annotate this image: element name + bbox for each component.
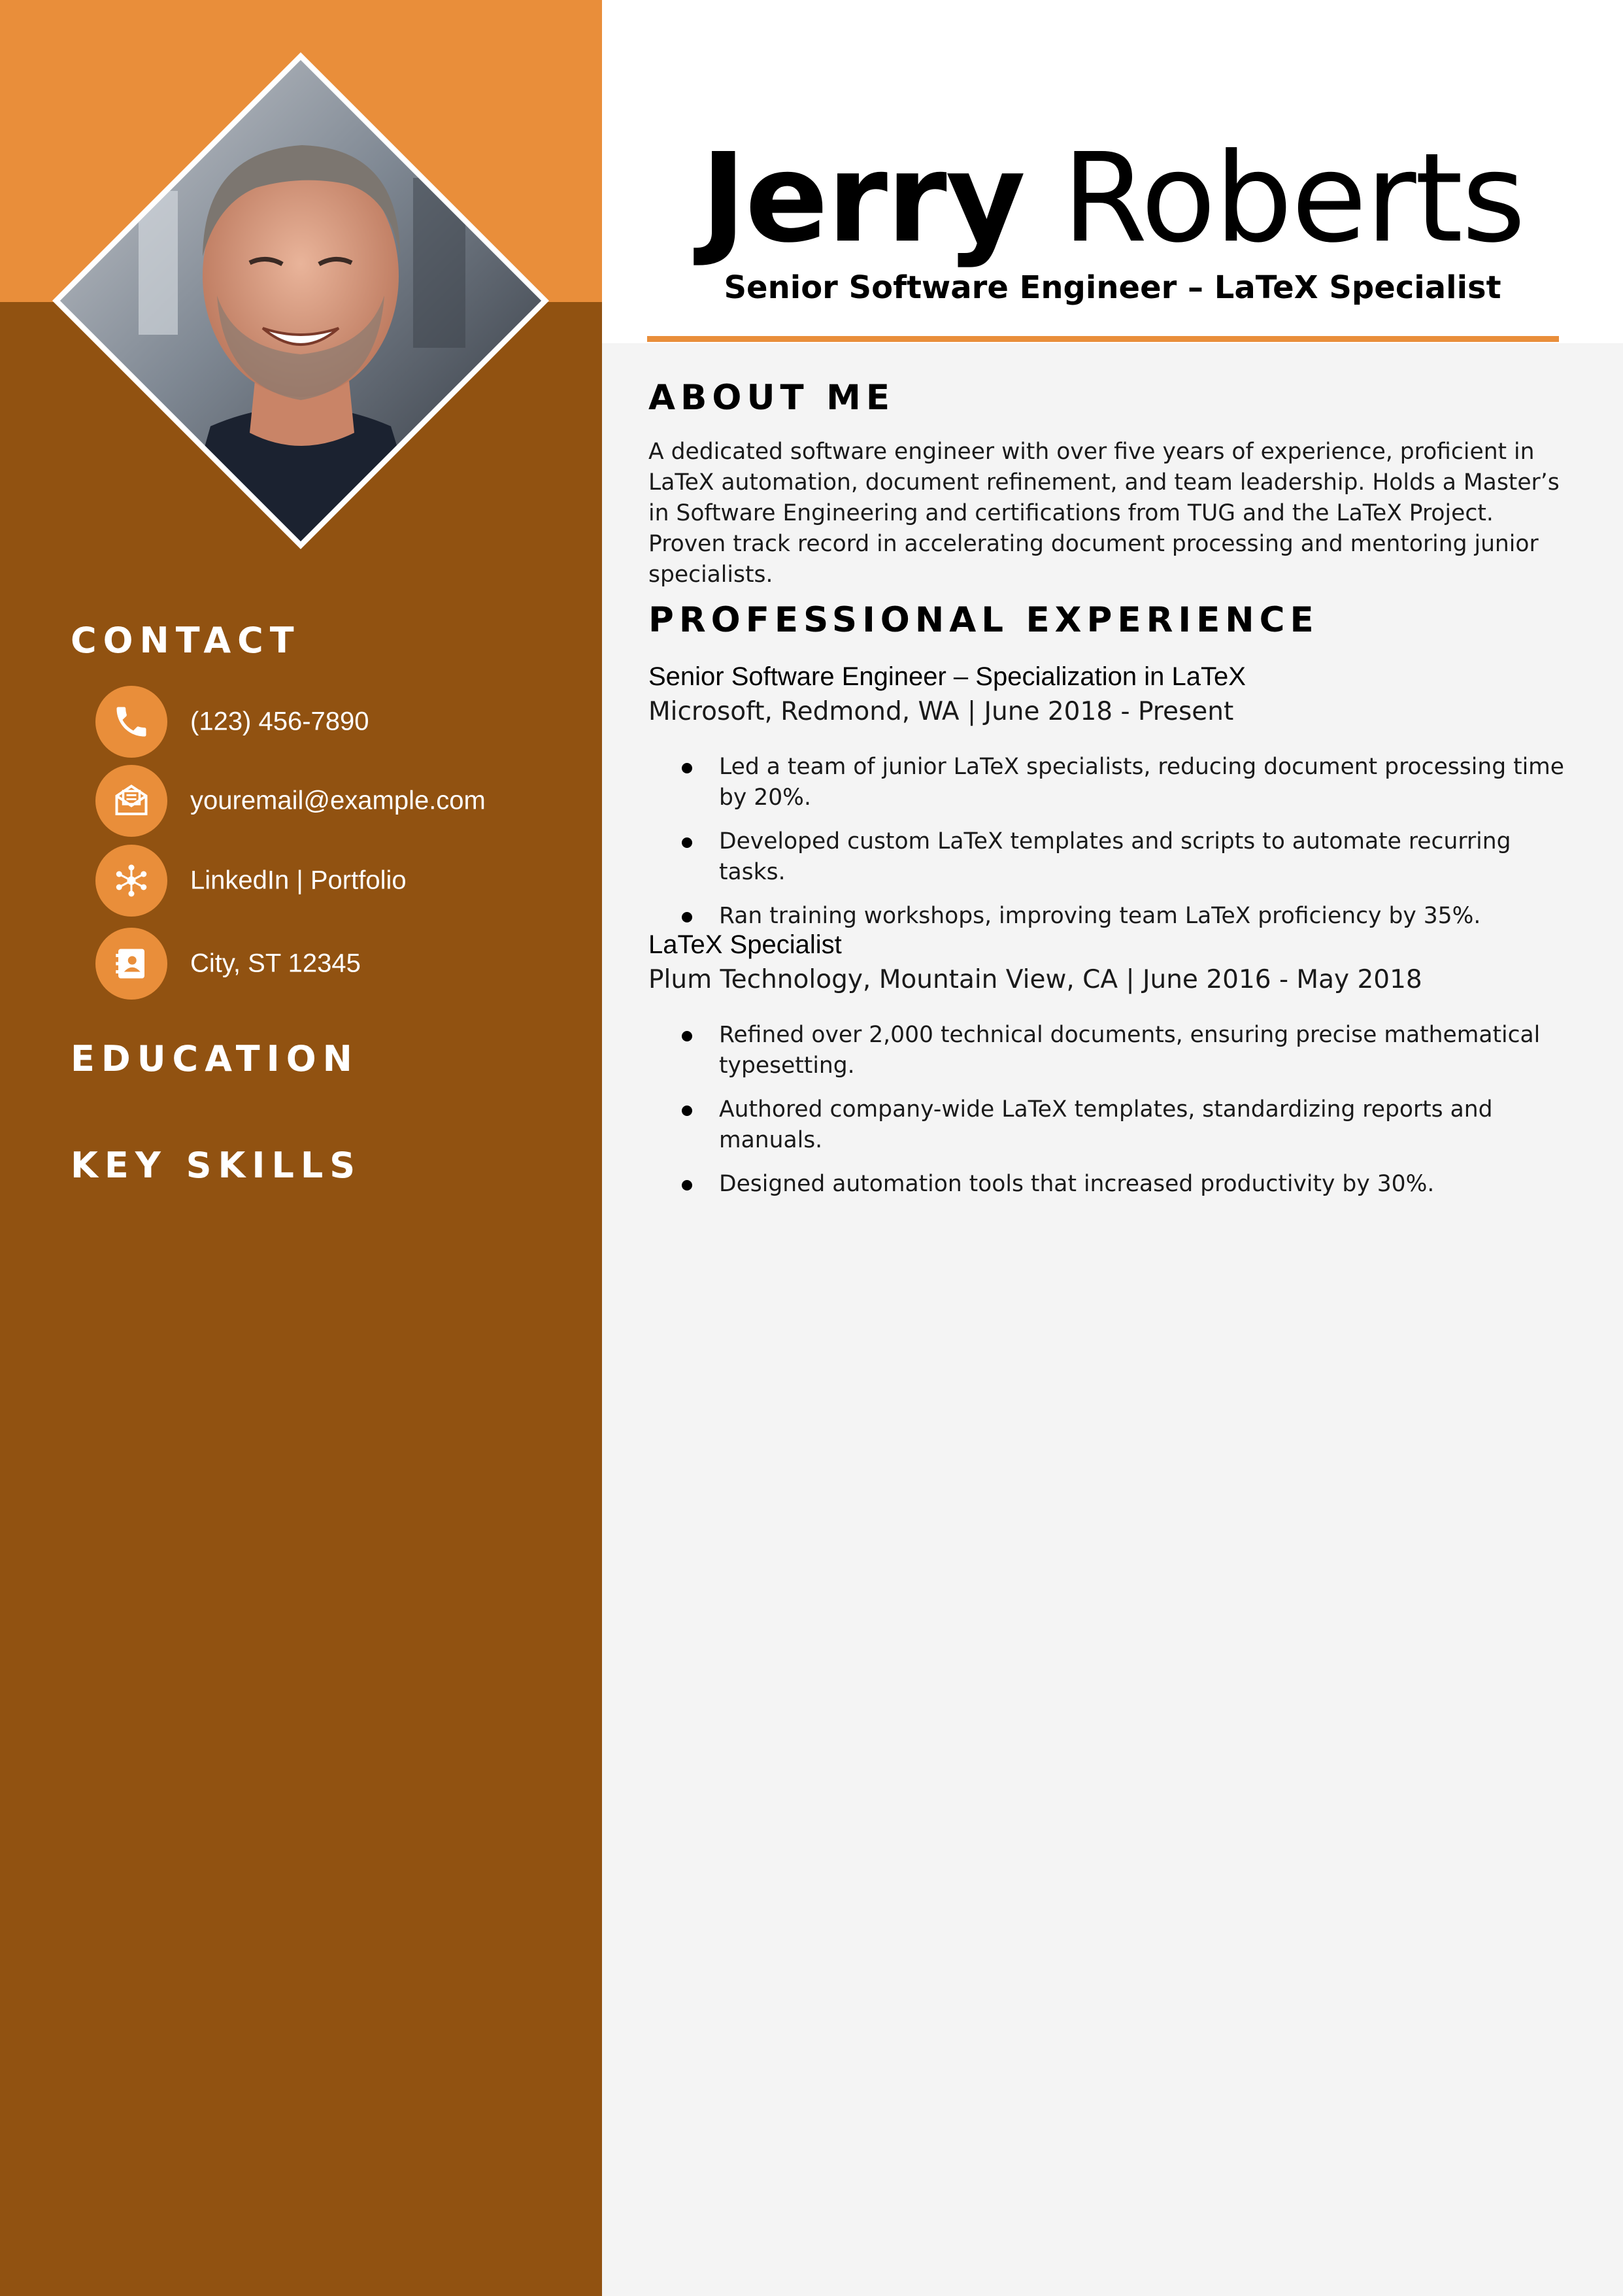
last-name: Roberts bbox=[1062, 127, 1525, 270]
bullet-text: Authored company-wide LaTeX templates, standardizing reports and manuals. bbox=[719, 1096, 1493, 1153]
bullet-icon bbox=[682, 1031, 692, 1041]
city-state-zip: City, ST 12345 bbox=[190, 949, 361, 978]
header-divider bbox=[647, 336, 1559, 342]
job-1-bullets bbox=[648, 752, 1577, 945]
bullet-text: Designed automation tools that increased productivity by 30%. bbox=[719, 1171, 1435, 1197]
contact-heading: CONTACT bbox=[71, 620, 301, 661]
bullet-icon bbox=[682, 1106, 692, 1116]
phone-icon bbox=[95, 686, 167, 758]
about-paragraph: A dedicated software engineer with over five years of experience, proficient in LaTeX automation, document refinement, and team leadership. Holds a Master’s in Software Engineering and certifications from TUG and the LaTeX Project. Proven track record in accelerating document processing and mentoring junior specialists. bbox=[648, 439, 1560, 588]
key-skills-heading: KEY SKILLS bbox=[71, 1145, 362, 1186]
phone-number[interactable]: (123) 456-7890 bbox=[190, 707, 369, 736]
job-2-company: Plum Technology, Mountain View, CA | June 2016 - May 2018 bbox=[648, 965, 1422, 994]
sidebar bbox=[0, 302, 602, 2296]
network-icon bbox=[95, 845, 167, 917]
bullet-icon bbox=[682, 912, 692, 922]
bullet-icon bbox=[682, 837, 692, 848]
first-name: Jerry bbox=[700, 127, 1025, 270]
contact-phone bbox=[95, 686, 579, 758]
job-title: Senior Software Engineer – LaTeX Specialist bbox=[724, 269, 1501, 306]
full-name bbox=[602, 127, 1623, 270]
list-item bbox=[648, 1020, 1577, 1081]
list-item bbox=[648, 1094, 1577, 1156]
contact-email bbox=[95, 765, 579, 837]
about-heading: ABOUT ME bbox=[648, 378, 895, 418]
contact-links bbox=[95, 845, 579, 917]
linkedin-portfolio-links[interactable]: LinkedIn | Portfolio bbox=[190, 866, 407, 895]
bullet-icon bbox=[682, 1180, 692, 1190]
envelope-icon bbox=[95, 765, 167, 837]
bullet-text: Refined over 2,000 technical documents, ensuring precise mathematical typesetting. bbox=[719, 1022, 1541, 1079]
photo-image bbox=[60, 60, 541, 541]
list-item bbox=[648, 752, 1577, 813]
experience-heading: PROFESSIONAL EXPERIENCE bbox=[648, 600, 1319, 640]
list-item bbox=[648, 826, 1577, 888]
bullet-text: Ran training workshops, improving team LaTeX proficiency by 35%. bbox=[719, 903, 1481, 929]
list-item bbox=[648, 901, 1577, 932]
bullet-icon bbox=[682, 763, 692, 773]
address-book-icon bbox=[95, 928, 167, 1000]
job-2-title: LaTeX Specialist bbox=[648, 930, 842, 959]
job-1-company: Microsoft, Redmond, WA | June 2018 - Present bbox=[648, 697, 1234, 726]
email-address[interactable]: youremail@example.com bbox=[190, 786, 486, 815]
education-heading: EDUCATION bbox=[71, 1038, 359, 1079]
bullet-text: Led a team of junior LaTeX specialists, reducing document processing time by 20%. bbox=[719, 754, 1565, 811]
portrait-illustration bbox=[60, 60, 541, 541]
list-item bbox=[648, 1169, 1577, 1200]
job-2-bullets bbox=[648, 1020, 1577, 1213]
job-1-title: Senior Software Engineer – Specialization in LaTeX bbox=[648, 662, 1246, 691]
bullet-text: Developed custom LaTeX templates and scripts to automate recurring tasks. bbox=[719, 828, 1511, 885]
contact-address bbox=[95, 928, 579, 1000]
profile-photo bbox=[52, 52, 549, 549]
